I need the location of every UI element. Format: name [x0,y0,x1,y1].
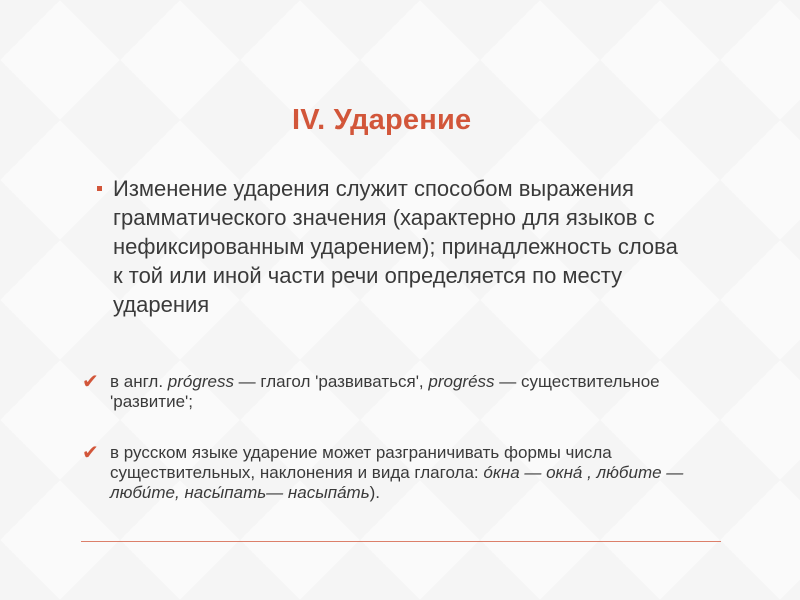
example-russian-text [110,443,710,503]
example-english-prefix: в англ. [110,372,168,391]
checkmark-icon: ✔ [82,369,99,393]
example-russian-intro: в русском языке ударение может разграничивать формы числа существительных, наклонения и вида глагола: [110,443,612,482]
main-bullet-text: Изменение ударения служит способом выражения грамматического значения (характерно для языков с нефиксированным ударением); принадлежность слова к той или иной части речи определяется по месту ударения [113,176,678,317]
example-english-word-verb: prógress [167,372,234,391]
example-english-text [110,372,710,412]
checkmark-icon: ✔ [82,440,99,464]
example-russian-end: ). [369,483,381,502]
example-english-word-noun: progréss [428,372,495,391]
example-russian-words: óкна — окнá , лю́бите — люби́те, насы́пать— насыпáть [110,463,684,502]
example-english-middle: — глагол 'развиваться', [233,372,429,391]
square-bullet-icon [97,186,102,191]
slide-title: IV. Ударение [292,104,472,136]
bottom-divider [81,541,721,542]
example-english-suffix: — существительное 'развитие'; [110,372,660,411]
